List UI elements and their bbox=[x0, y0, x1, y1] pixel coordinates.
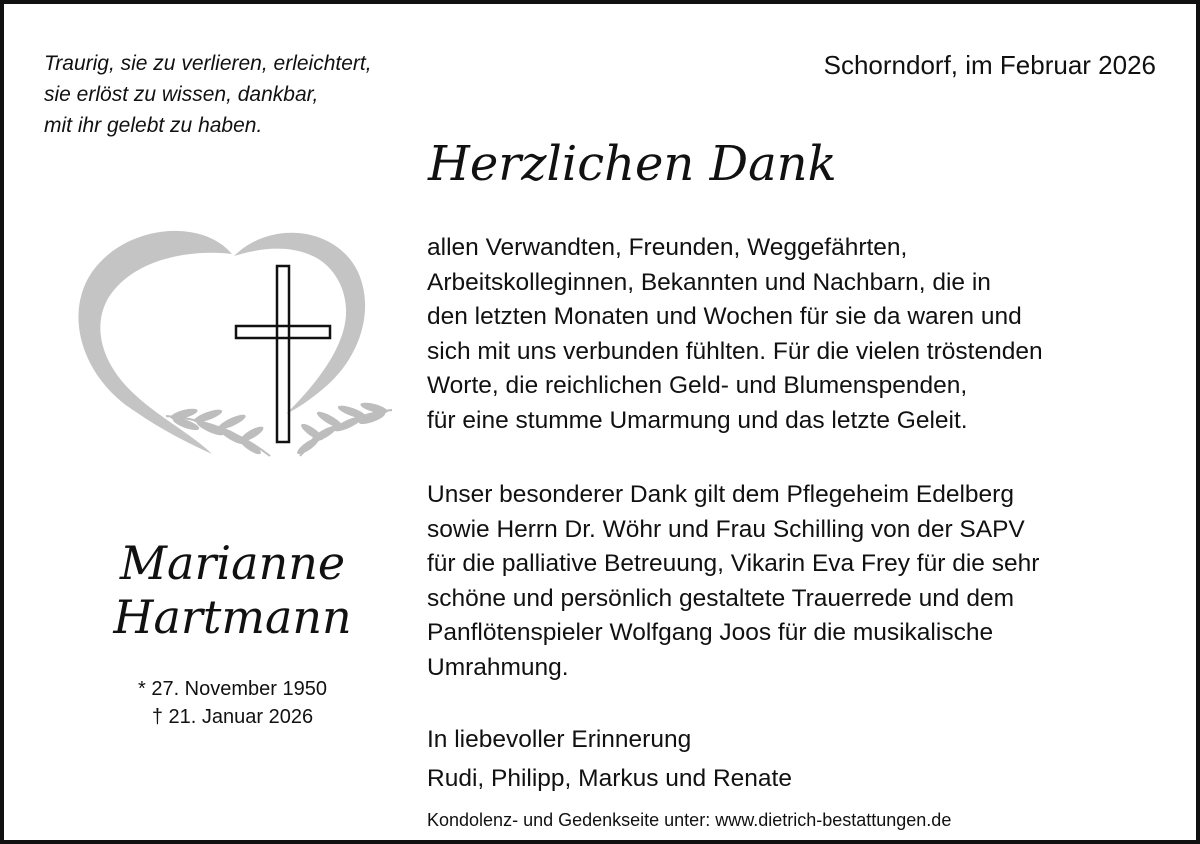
text-line: Unser besonderer Dank gilt dem Pflegeheim Edelberg bbox=[427, 481, 1014, 508]
text-line: Arbeitskolleginnen, Bekannten und Nachbarn, die in bbox=[427, 268, 991, 296]
thanks-paragraph bbox=[427, 231, 1177, 438]
deceased-first-name: Marianne bbox=[119, 536, 346, 590]
family-names: Rudi, Philipp, Markus und Renate bbox=[427, 765, 792, 792]
text-line: sowie Herrn Dr. Wöhr und Frau Schilling von der SAPV bbox=[427, 515, 1025, 543]
palm-branch-icon bbox=[295, 401, 392, 457]
text-line: den letzten Monaten und Wochen für sie da waren und bbox=[427, 303, 1022, 330]
motto-line: sie erlöst zu wissen, dankbar, bbox=[44, 83, 319, 106]
text-line: für eine stumme Umarmung und das letzte Geleit. bbox=[427, 406, 968, 434]
birth-date: * 27. November 1950 bbox=[137, 678, 327, 700]
heart-icon bbox=[78, 231, 365, 454]
special-thanks-paragraph bbox=[427, 478, 1177, 685]
deceased-last-name: Hartmann bbox=[113, 590, 352, 644]
death-date: † 21. Januar 2026 bbox=[151, 706, 314, 728]
text-line: sich mit uns verbunden fühlten. Für die vielen tröstenden bbox=[427, 337, 1043, 365]
text-line: Panflötenspieler Wolfgang Joos für die musikalische bbox=[427, 619, 994, 646]
motto-verse bbox=[44, 48, 464, 141]
footer-website: Kondolenz- und Gedenkseite unter: www.dietrich-bestattungen.de bbox=[427, 810, 952, 830]
text-line: Umrahmung. bbox=[427, 653, 569, 681]
memorial-emblem bbox=[74, 220, 414, 490]
text-line: schöne und persönlich gestaltete Trauerrede und dem bbox=[427, 584, 1015, 612]
text-line: Worte, die reichlichen Geld- und Blumenspenden, bbox=[427, 372, 968, 399]
place-date: Schorndorf, im Februar 2026 bbox=[823, 50, 1156, 80]
motto-line: mit ihr gelebt zu haben. bbox=[44, 114, 263, 137]
text-line: allen Verwandten, Freunden, Weggefährten, bbox=[427, 234, 908, 261]
heading: Herzlichen Dank bbox=[428, 136, 837, 192]
cross-icon bbox=[236, 266, 330, 442]
closing-line: In liebevoller Erinnerung bbox=[427, 726, 692, 753]
motto-line: Traurig, sie zu verlieren, erleichtert, bbox=[44, 52, 372, 75]
text-line: für die palliative Betreuung, Vikarin Eva Frey für die sehr bbox=[427, 550, 1040, 577]
